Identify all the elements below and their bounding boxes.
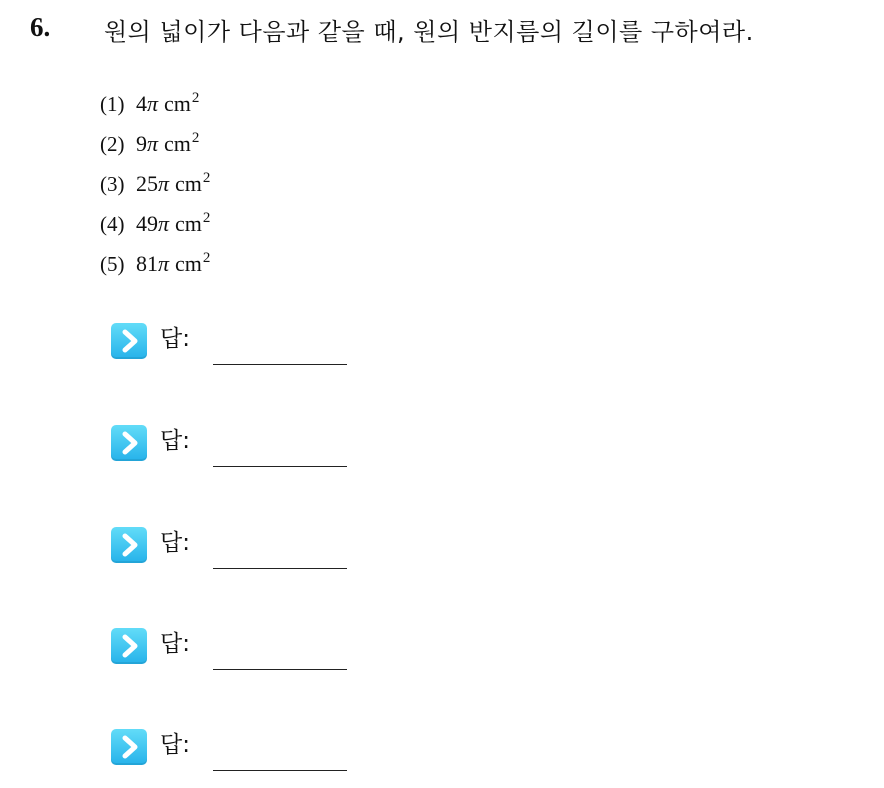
choice-unit (175, 170, 210, 197)
answer-blank-1[interactable] (213, 364, 347, 365)
choice-coefficient: 81 (136, 251, 158, 276)
choice-number: (3) (100, 172, 125, 196)
unit-text: cm (175, 171, 202, 196)
choice-list (100, 90, 210, 290)
chevron-right-icon (111, 425, 147, 461)
choice-number: (1) (100, 92, 125, 116)
unit-text: cm (164, 131, 191, 156)
answer-row-1 (111, 322, 371, 382)
choice-item-3 (100, 170, 210, 210)
chevron-right-icon (111, 527, 147, 563)
unit-exponent: 2 (202, 170, 211, 186)
choice-item-5 (100, 250, 210, 290)
pi-symbol: π (147, 131, 159, 156)
choice-unit (164, 90, 199, 117)
question-text: 원의 넓이가 다음과 같을 때, 원의 반지름의 길이를 구하여라. (104, 18, 754, 46)
answer-row-3 (111, 526, 371, 586)
choice-coefficient: 9 (136, 131, 147, 156)
pi-symbol: π (158, 211, 170, 236)
chevron-right-icon (111, 729, 147, 765)
answer-label: 답: (160, 428, 190, 454)
choice-unit (164, 130, 199, 157)
choice-coefficient: 4 (136, 91, 147, 116)
answer-label: 답: (160, 631, 190, 657)
unit-text: cm (175, 211, 202, 236)
answer-blank-3[interactable] (213, 568, 347, 569)
unit-exponent: 2 (202, 250, 211, 266)
unit-exponent: 2 (191, 130, 200, 146)
answer-label: 답: (160, 326, 190, 352)
answer-label: 답: (160, 732, 190, 758)
answer-label: 답: (160, 530, 190, 556)
answer-row-5 (111, 728, 371, 788)
answer-row-2 (111, 424, 371, 484)
unit-exponent: 2 (202, 210, 211, 226)
answer-blank-4[interactable] (213, 669, 347, 670)
answer-blank-2[interactable] (213, 466, 347, 467)
choice-coefficient: 49 (136, 211, 158, 236)
choice-coefficient: 25 (136, 171, 158, 196)
choice-unit (175, 250, 210, 277)
pi-symbol: π (158, 251, 170, 276)
choice-item-2 (100, 130, 210, 170)
unit-exponent: 2 (191, 90, 200, 106)
answer-row-4 (111, 627, 371, 687)
chevron-right-icon (111, 323, 147, 359)
choice-number: (4) (100, 212, 125, 236)
chevron-right-icon (111, 628, 147, 664)
unit-text: cm (175, 251, 202, 276)
choice-item-1 (100, 90, 210, 130)
choice-number: (5) (100, 252, 125, 276)
choice-unit (175, 210, 210, 237)
question-number: 6. (30, 12, 51, 42)
pi-symbol: π (158, 171, 170, 196)
choice-number: (2) (100, 132, 125, 156)
unit-text: cm (164, 91, 191, 116)
pi-symbol: π (147, 91, 159, 116)
choice-item-4 (100, 210, 210, 250)
